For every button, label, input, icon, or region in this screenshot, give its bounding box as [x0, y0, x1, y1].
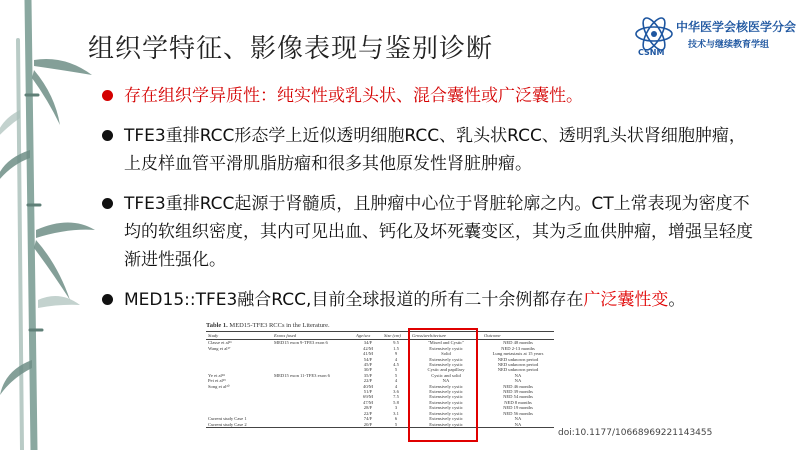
table-cell: NA	[482, 422, 554, 428]
table-cell: NA	[442, 378, 450, 384]
table-cell: 5	[394, 372, 398, 378]
table-cell: Current study Case 1	[208, 416, 247, 422]
table-cell: Extensively cystic	[429, 405, 463, 411]
table-cell: Extensively cystic	[429, 394, 463, 400]
table-cell: 4	[394, 378, 398, 384]
table-cell: Ye et al¹⁸	[208, 372, 225, 378]
table-cell: 3	[394, 405, 398, 411]
bullet-dot-icon	[102, 294, 113, 305]
table-header-cell: Exons fused	[272, 332, 354, 340]
table-cell: 9.5	[393, 340, 399, 346]
table-cell: "Mixed and Cystic"	[427, 340, 465, 346]
emblem-text: CSNM	[638, 48, 665, 57]
table-cell: 5	[382, 422, 410, 428]
table-header-cell: Study	[206, 332, 272, 340]
table-header-row	[206, 332, 554, 340]
table-cell: MED15 exon 9-TFE3 exon 6	[274, 340, 328, 346]
table-caption-label: Table 1.	[206, 322, 228, 329]
table-cell: 47/M	[363, 399, 373, 405]
table-cell: 6	[394, 416, 398, 422]
bullet-highlight: 广泛囊性变	[583, 290, 669, 310]
bullet-text-end: 。	[668, 290, 686, 310]
bullet-dot-icon	[102, 130, 113, 141]
table-cell: 5	[394, 367, 398, 373]
table-cell: Extensively cystic	[429, 356, 463, 362]
table-caption-text: MED15-TFE3 RCCs in the Literature.	[229, 322, 330, 329]
bullet-item	[102, 122, 762, 178]
table-cell	[272, 422, 354, 428]
table-cell: 34/F	[363, 340, 373, 346]
table-cell: 42/M	[363, 345, 373, 351]
bullet-item	[102, 190, 762, 274]
table-row	[206, 422, 554, 428]
bullet-dot-icon	[102, 198, 113, 209]
table-cell: Extensively cystic	[429, 345, 463, 351]
table-cell: 30/F	[363, 367, 373, 373]
table-cell: NED unknown period	[497, 362, 539, 368]
table-cell: 69/M	[363, 394, 373, 400]
table-header-cell: Age/sex	[354, 332, 382, 340]
bullet-text: 存在组织学异质性：纯实性或乳头状、混合囊性或广泛囊性。	[124, 86, 583, 106]
bullet-dot-icon	[102, 90, 113, 101]
table-cell: 7.5	[393, 394, 399, 400]
table-cell: 28/F	[363, 405, 373, 411]
table-cell: NED 54 months	[503, 394, 533, 400]
table-cell: NA	[514, 378, 522, 384]
table-cell: Extensively cystic	[429, 383, 463, 389]
table-cell: Current study Case 2	[206, 422, 272, 428]
table-cell: Solid	[441, 351, 451, 357]
table-cell: 35/F	[363, 372, 373, 378]
logo-org-subtitle: 技术与继续教育学组	[688, 40, 770, 50]
table-cell: Cystic and solid	[431, 372, 461, 378]
table-cell: NED 56 months	[503, 410, 533, 416]
table-cell: Wang et al¹⁷	[208, 345, 231, 351]
table-cell: 4	[394, 383, 398, 389]
table-cell: 45/F	[363, 362, 373, 368]
table-cell: MED15 exon 11-TFE3 exon 6	[274, 372, 330, 378]
bullet-text: TFE3重排RCC形态学上近似透明细胞RCC、乳头状RCC、透明乳头状肾细胞肿瘤，上皮样血管平滑肌脂肪瘤和很多其他原发性肾脏肿瘤。	[124, 126, 746, 174]
table-cell: NED 39 months	[503, 389, 533, 395]
table-cell: 20/F	[354, 422, 382, 428]
table-cell: NED 8 months	[504, 399, 532, 405]
doi-reference: doi:10.1177/10668969221143455	[558, 428, 713, 438]
bullet-item	[102, 82, 762, 110]
table-cell: 74/F	[363, 416, 373, 422]
table-cell: Extensively cystic	[429, 399, 463, 405]
table-cell: Lung metastasis at 15 years	[492, 351, 544, 357]
literature-table	[206, 331, 554, 428]
table-cell: Extensively cystic	[429, 362, 463, 368]
table-cell: NED unknown period	[497, 356, 539, 362]
slide-title: 组织学特征、影像表现与鉴别诊断	[88, 34, 494, 64]
table-header-cell: Size (cm)	[382, 332, 410, 340]
table-cell: 51/F	[363, 389, 373, 395]
bullet-item	[102, 286, 762, 314]
table-cell: NA	[514, 416, 522, 422]
table-cell: 9	[394, 351, 398, 357]
table-cell: 4	[394, 356, 398, 362]
table-header-cell: Gross/architecture	[410, 332, 482, 340]
table-cell: 5.8	[393, 399, 399, 405]
logo-org-name: 中华医学会核医学分会	[676, 20, 797, 34]
table-cell: Extensively cystic	[429, 389, 463, 395]
table-cell: Classe et al¹⁶	[208, 340, 232, 346]
table-cell: 22/F	[363, 378, 373, 384]
table-cell: 4.5	[393, 362, 399, 368]
bullet-text: TFE3重排RCC起源于肾髓质，且肿瘤中心位于肾脏轮廓之内。CT上常表现为密度不均的软组织密度，其内可见出血、钙化及坏死囊变区，其为乏血供肿瘤，增强呈轻度渐进性强化。	[124, 194, 753, 270]
table-cell: 40/M	[363, 383, 373, 389]
csnm-atom-emblem-icon	[632, 12, 680, 58]
table-cell: 3.1	[393, 410, 399, 416]
table-cell: 54/F	[363, 356, 373, 362]
table-cell: Extensively cystic	[429, 416, 463, 422]
table-cell: Extensively cystic	[410, 422, 482, 428]
table-cell: 41/M	[363, 351, 373, 357]
csnm-logo	[632, 12, 797, 58]
bamboo-decoration	[0, 0, 95, 450]
bullet-list	[102, 82, 762, 326]
table-cell: 1.5	[393, 345, 399, 351]
table-cell: NED 2-13 months	[501, 345, 535, 351]
table-cell: NED 46 months	[503, 383, 533, 389]
table-cell: NA	[514, 372, 522, 378]
table-cell: Pei et al¹⁹	[208, 378, 226, 384]
table-cell: NED 48 months	[503, 340, 533, 346]
table-cell: Song et al²⁰	[208, 383, 230, 389]
table-cell: NED 19 months	[503, 405, 533, 411]
table-cell: 22/F	[363, 410, 373, 416]
table-cell: Extensively cystic	[429, 410, 463, 416]
literature-table-figure	[206, 322, 554, 442]
table-cell: NED unknown period	[497, 367, 539, 373]
table-caption	[206, 322, 554, 330]
table-header-cell: Outcome	[482, 332, 554, 340]
table-cell: Cystic and papillary	[427, 367, 465, 373]
table-cell: 3.6	[393, 389, 399, 395]
bullet-text: MED15::TFE3融合RCC,目前全球报道的所有二十余例都存在	[124, 290, 584, 310]
